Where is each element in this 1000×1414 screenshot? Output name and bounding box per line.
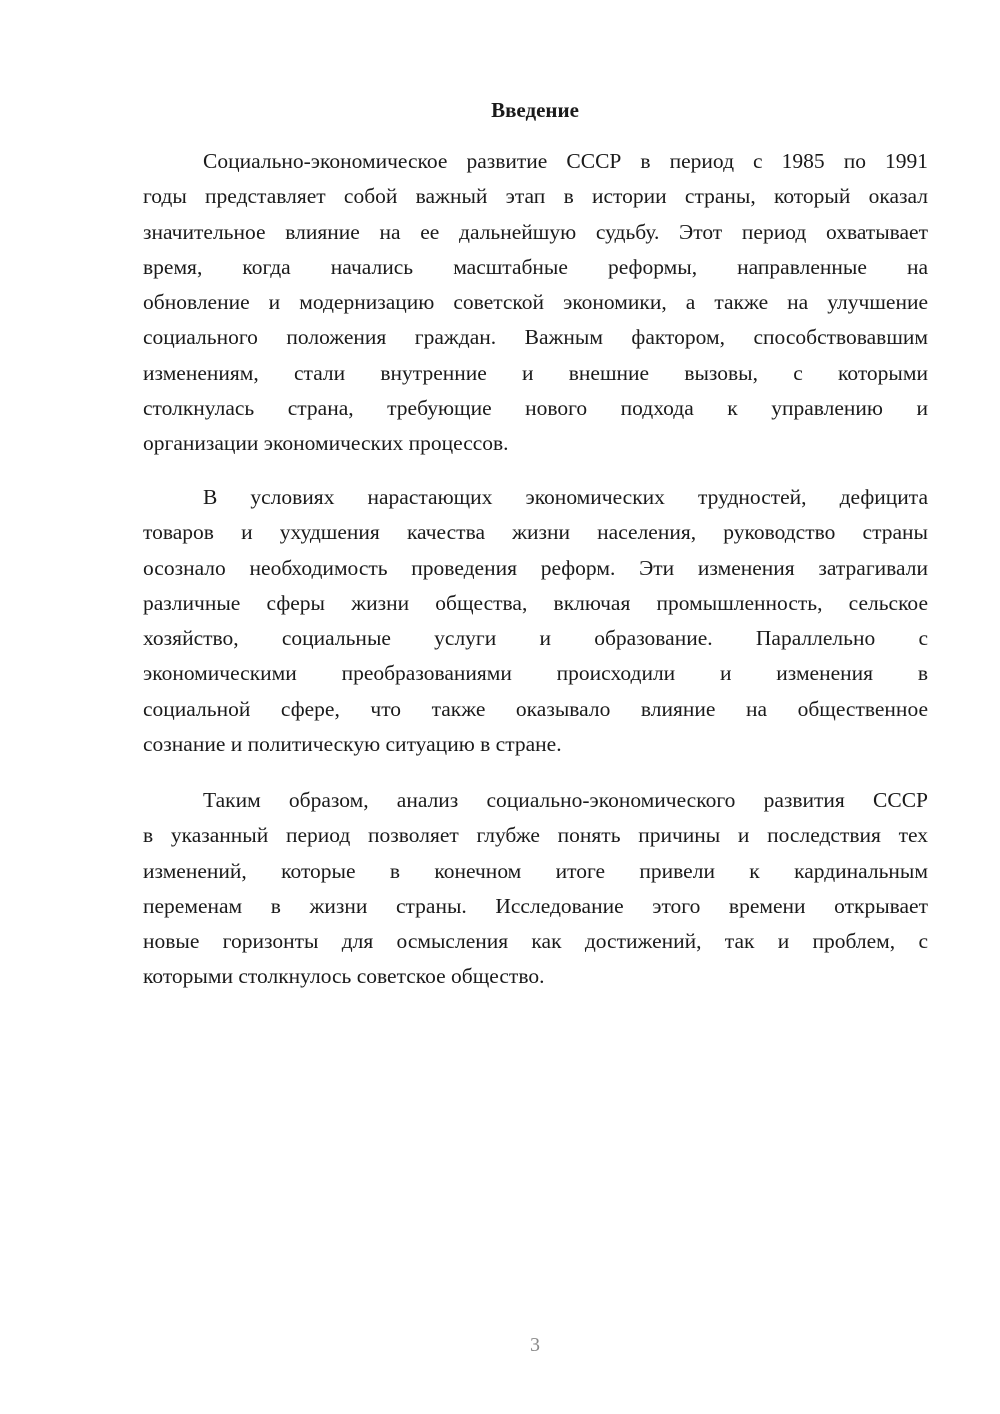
text-line: осознало необходимость проведения реформ. Эти изменения затрагивали xyxy=(143,555,928,580)
paragraph-2 xyxy=(143,480,928,762)
text-line: Таким образом, анализ социально-экономического развития СССР xyxy=(203,788,928,812)
text-line: переменам в жизни страны. Исследование этого времени открывает xyxy=(143,893,928,918)
text-line: в указанный период позволяет глубже понять причины и последствия тех xyxy=(143,823,928,848)
section-heading: Введение xyxy=(491,98,579,122)
text-line: организации экономических процессов. xyxy=(143,431,509,456)
text-line: годы представляет собой важный этап в истории страны, который оказал xyxy=(143,184,928,209)
text-line: экономическими преобразованиями происходили и изменения в xyxy=(143,661,928,686)
text-line: обновление и модернизацию советской экономики, а также на улучшение xyxy=(143,290,928,315)
text-line: значительное влияние на ее дальнейшую судьбу. Этот период охватывает xyxy=(143,219,928,244)
text-line: изменениям, стали внутренние и внешние вызовы, с которыми xyxy=(143,360,928,385)
text-line: которыми столкнулось советское общество. xyxy=(143,964,545,989)
text-line: время, когда начались масштабные реформы, направленные на xyxy=(143,254,928,279)
paragraph-3 xyxy=(143,783,928,995)
text-line: В условиях нарастающих экономических трудностей, дефицита xyxy=(203,485,928,509)
text-line: хозяйство, социальные услуги и образование. Параллельно с xyxy=(143,626,928,651)
paragraph-1 xyxy=(143,144,928,462)
text-line: сознание и политическую ситуацию в стране. xyxy=(143,732,562,757)
text-line: столкнулась страна, требующие нового подхода к управлению и xyxy=(143,396,928,421)
text-line: Социально-экономическое развитие СССР в период с 1985 по 1991 xyxy=(203,149,928,173)
text-line: социальной сфере, что также оказывало влияние на общественное xyxy=(143,696,928,721)
text-line: социального положения граждан. Важным фактором, способствовавшим xyxy=(143,325,928,350)
text-line: новые горизонты для осмысления как достижений, так и проблем, с xyxy=(143,929,928,954)
page-number: 3 xyxy=(530,1334,540,1356)
text-line: товаров и ухудшения качества жизни населения, руководство страны xyxy=(143,520,928,545)
text-line: изменений, которые в конечном итоге привели к кардинальным xyxy=(143,858,928,883)
text-line: различные сферы жизни общества, включая промышленность, сельское xyxy=(143,590,928,615)
